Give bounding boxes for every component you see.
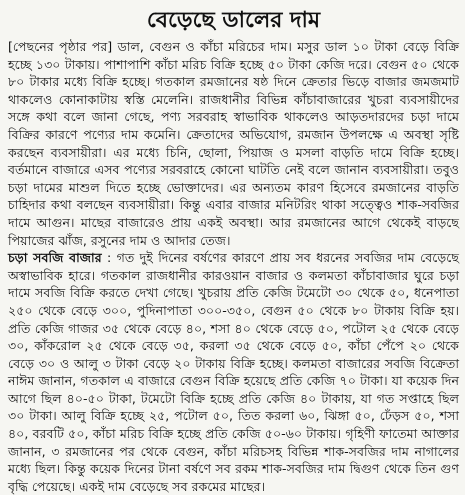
article-body [8,38,459,495]
continued-from-back-page-marker: [পেছনের পৃষ্ঠার পর] [8,39,113,54]
article-subhead: চড়া সবজি বাজার [8,250,102,266]
article-paragraph: : গত দুই দিনের বর্ষণের কারণে প্রায় সব ধরনের সবজির দাম বেড়েছে অস্বাভাবিক হারে। গতকাল রাজধানীর কারওয়ান বাজার ও কলমতা কাঁচাবাজার ঘুরে চড়া দামে সবজি বিক্রি করতে দেখা গেছে। খুচরায় প্রতি কেজি টমেটো ৩০ থেকে ৫০, ধনেপাতা ২৫০ থেকে বেড়ে ৩০০, পুদিনাপাতা ৩০০-৩৫০, বেগুন ৫০ থেকে ৮০ টাকায় বিক্রি হয়। প্রতি কেজি গাজর ৩৫ থেকে বেড়ে ৪০, শসা ৪০ থেকে বেড়ে ৫০, পটোল ২৫ থেকে বেড়ে ৩০, কাঁকরোল ২৫ থেকে বেড়ে ৩৫, করলা ৩৫ থেকে বেড়ে ৫০, কাঁচা পেঁপে ২০ থেকে বেড়ে ৩০ ও আলু ৩ টাকা বেড়ে ২০ টাকায় বিক্রি হচ্ছে। কলমতা বাজারের সবজি বিক্রেতা নাঈম জানান, গতকাল এ বাজারে বেগুন বিক্রি হয়েছে প্রতি কেজি ৭০ টাকা। যা কয়েক দিন আগে ছিল ৪০-৫০ টাকা, টমেটো বিক্রি হচ্ছে প্রতি কেজি ৪০ টাকায়, যা গত সপ্তাহে ছিল ৩০ টাকা। আলু বিক্রি হচ্ছে ২৫, পটোল ৫০, তিত করলা ৬০, ঝিঙ্গা ৫০, ঢেঁড়স ৫০, শসা ৪০, বরবটি ৫০, কাঁচা মরিচ বিক্রি হচ্ছে প্রতি কেজি ৫০-৬০ টাকায়। গৃহিণী ফাতেমা আক্তার জানান, ৩ রমজানের পর থেকে বেগুন, কাঁচা মরিচসহ বিভিন্ন শাক-সবজির দাম নাগালের মধ্যে ছিল। কিন্তু কয়েক দিনের টানা বর্ষণে সব রকম শাক-সবজির দাম দ্বিগুণ থেকে তিন গুণ বৃদ্ধি পেয়েছে। একই দাম বেড়েছে সব রকমের মাছের। [8,250,459,494]
article-headline: বেড়েছে ডালের দাম [146,7,321,33]
article-paragraph: ডাল, বেগুন ও কাঁচা মরিচের দাম। মসুর ডাল ১০ টাকা বেড়ে বিক্রি হচ্ছে ১৩০ টাকায়। পাশাপাশি কাঁচা মরিচ বিক্রি হচ্ছে ৫০ টাকা কেজি দরে। বেগুন ৫০ থেকে ৮০ টাকার মধ্যে বিক্রি হচ্ছে। গতকাল রমজানের ষষ্ঠ দিনে ক্রেতার ভিড়ে বাজার জমজমাট থাকলেও কোনাকাটায় স্বস্তি মেলেনি। রাজধানীর বিভিন্ন কাঁচাবাজারের খুচরা ব্যবসায়ীদের সঙ্গে কথা বলে জানা গেছে, পণ্য সরবরাহ স্বাভাবিক থাকলেও আড়তদারদের চড়া দামে বিক্রির কারণে পণ্যের দাম কমেনি। ক্রেতাদের অভিযোগ, রমজান উপলক্ষে এ অবস্থা সৃষ্টি করছেন ব্যবসায়ীরা। এর মধ্যে চিনি, ছোলা, পিয়াজ ও মসলা বাড়তি দামে বিক্রি হচ্ছে। বর্তমানে বাজারে এসব পণ্যের সরবরাহে কোনো ঘাটতি নেই বলে জানান ব্যবসায়ীরা। তবুও চড়া দামের মাশুল দিতে হচ্ছে ভোক্তাদের। এর অন্যতম কারণ হিসেবে রমজানের বাড়তি চাহিদার কথা বলছেন ব্যবসায়ীরা। কিন্তু এবার বাজার মনিটরিং থাকা সত্ত্বেও শাক-সবজির দামে আগুন। মাছের বাজারেও প্রায় একই অবস্থা। আর রমজানের আগে থেকেই বাড়ছে পিয়াজের ঝাঁজ, রসুনের দাম ও আদার তেজ। [8,39,459,248]
